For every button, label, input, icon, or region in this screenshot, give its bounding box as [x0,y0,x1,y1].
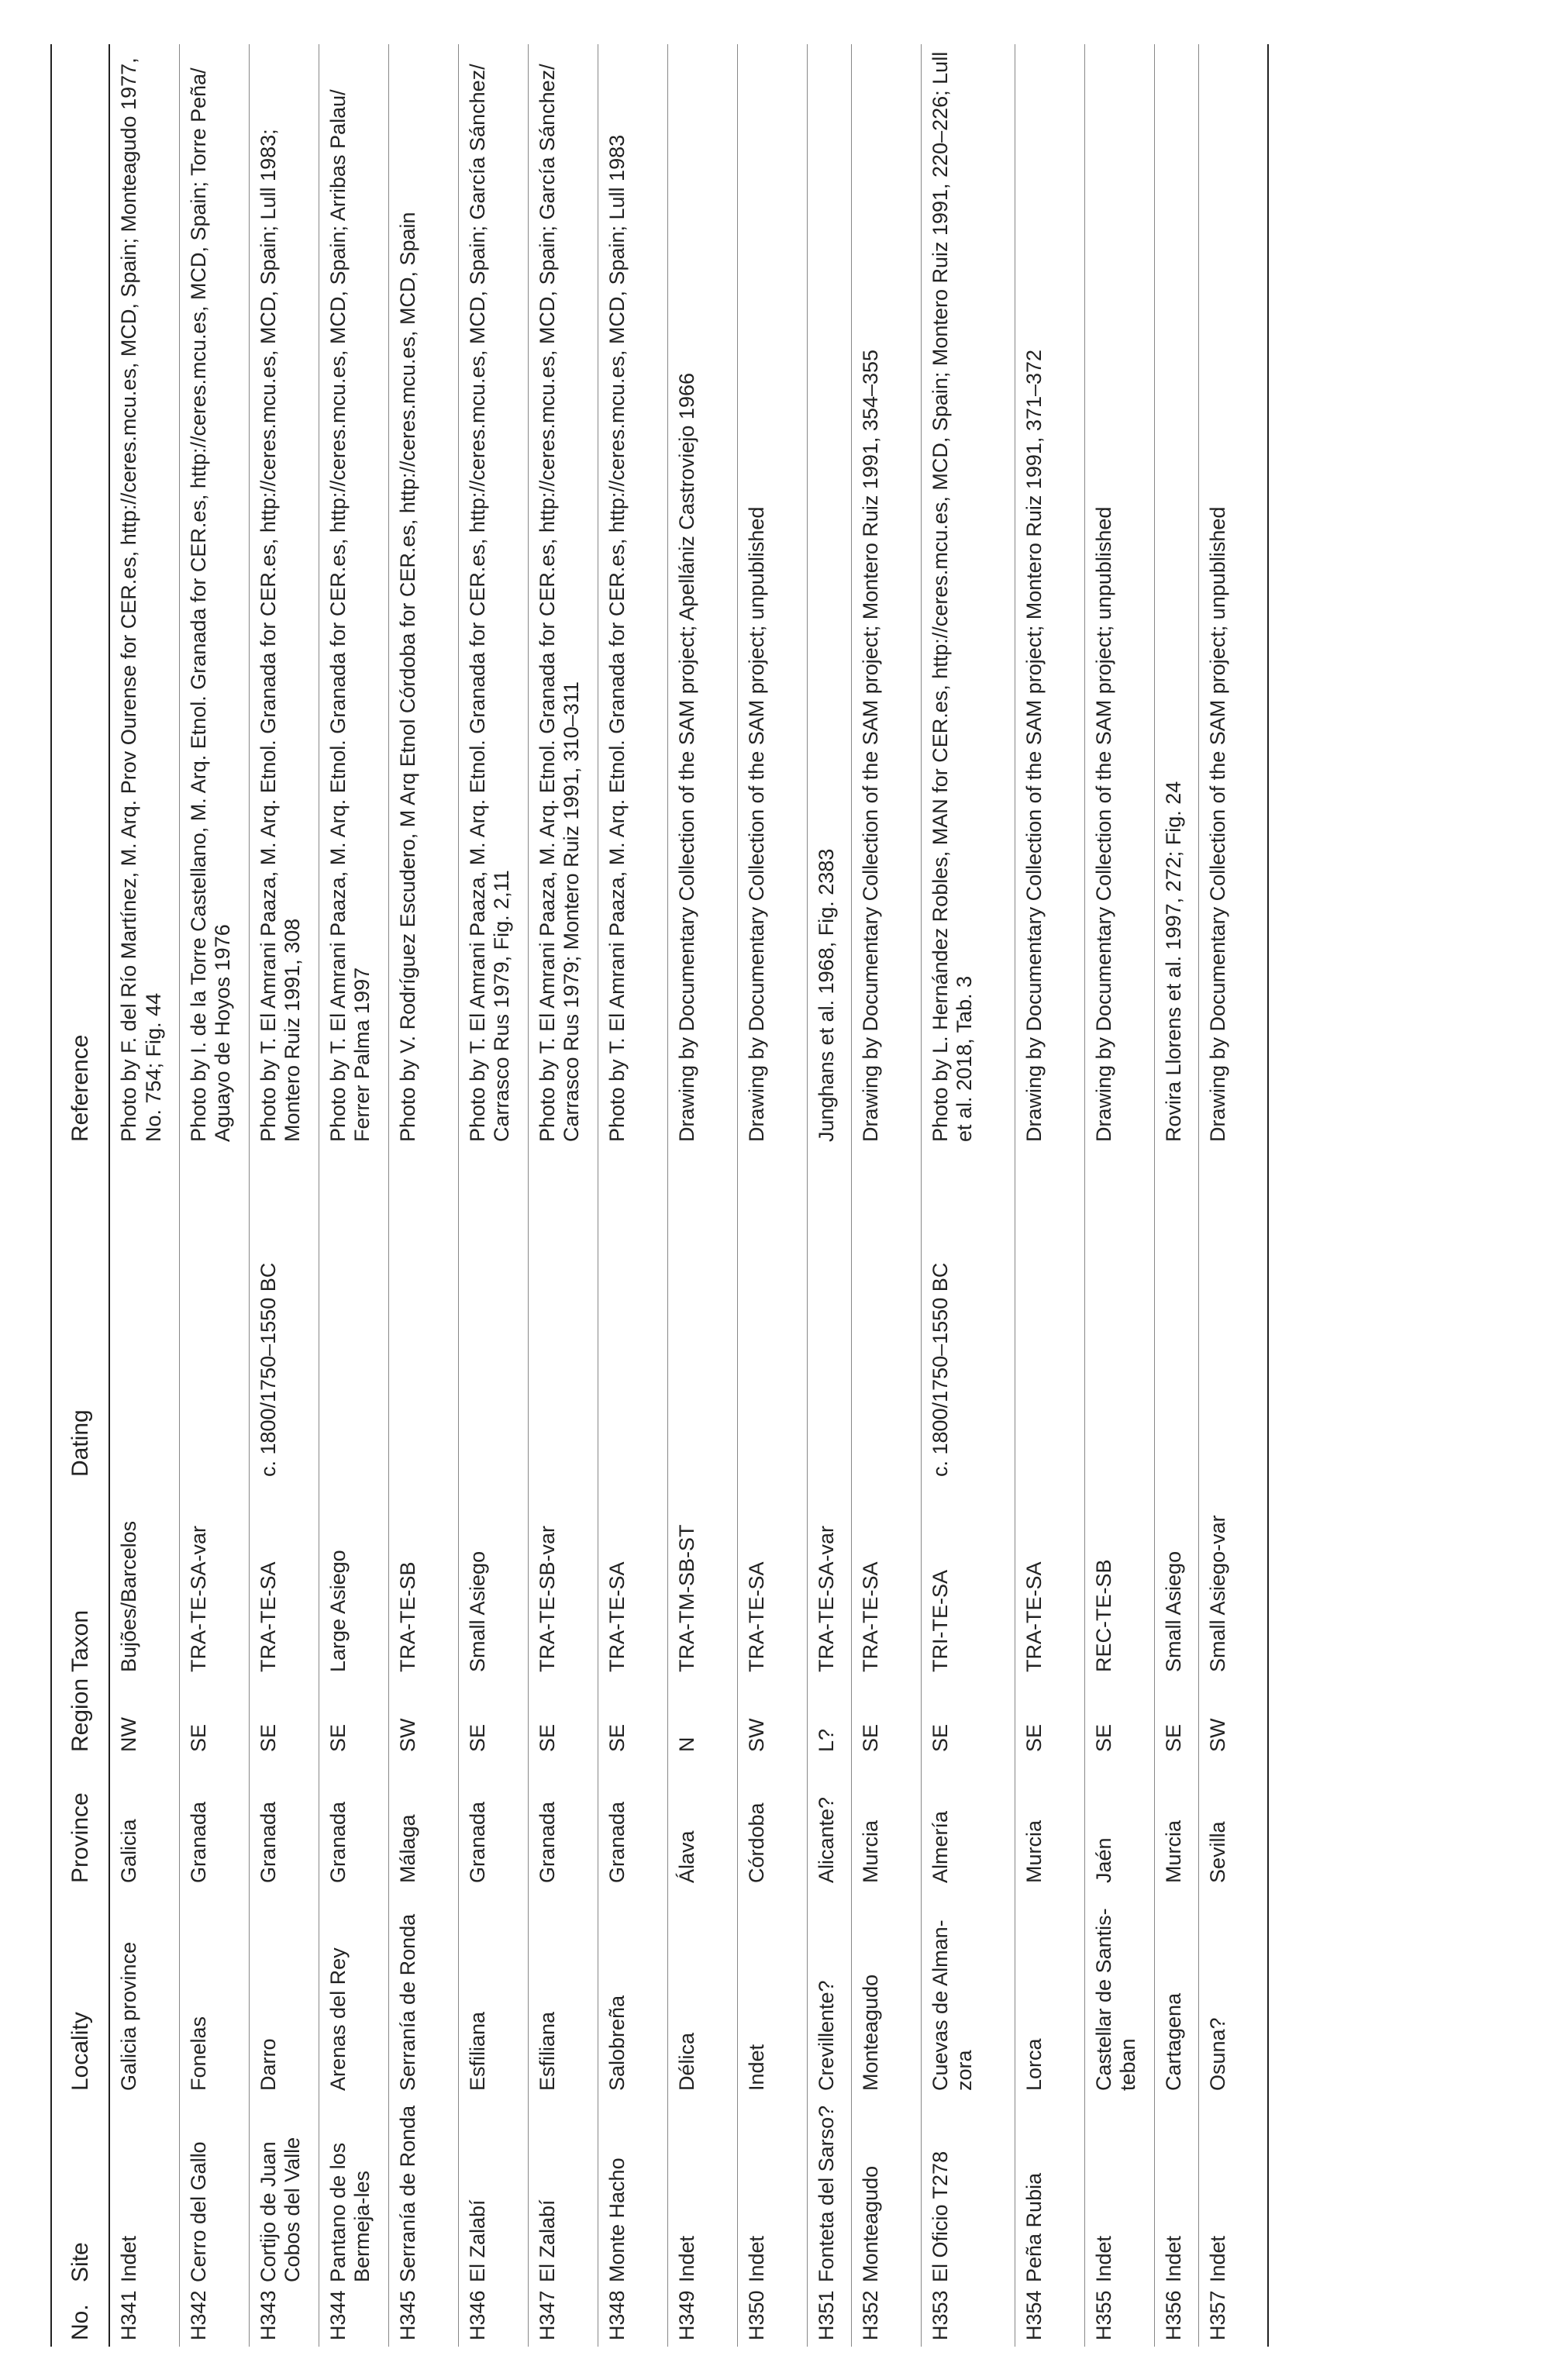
cell-province: Sevilla [1205,1821,1229,1883]
cell-dating: c. 1800/1750–1550 BC [256,1262,280,1477]
cell-region: SE [535,1723,559,1752]
cell-site: Indet [117,2235,140,2282]
cell-locality: Monteagudo [858,1974,882,2091]
cell-reference: Photo by T. El Amrani Paaza, M. Arq. Etnol. Granada for CER.es, http://ceres.mcu.es, MCD, Spain; Lull 1983; Montero Ruiz 1991, 308 [256,129,305,1142]
table-row [319,44,388,2347]
cell-no: H351 [814,2290,838,2340]
cell-no: H347 [535,2290,559,2340]
cell-province: Galicia [117,1819,140,1883]
cell-region: SE [465,1723,489,1752]
cell-site: Peña Rubia [1022,2172,1046,2282]
header-dating: Dating [67,1409,93,1477]
cell-locality: Lorca [1022,2038,1046,2091]
cell-dating [1154,1148,1198,1483]
cell-no: H353 [928,2290,952,2340]
table-row [598,44,667,2347]
cell-locality: Cuevas de Alman-zora [928,1919,977,2091]
cell-taxon: Small Asiego-var [1205,1515,1229,1672]
table-row [921,44,1015,2347]
table-row [109,44,179,2347]
cell-taxon: TRA-TE-SA [1022,1561,1046,1672]
cell-province: Murcia [1022,1819,1046,1883]
table-row [1084,44,1154,2347]
cell-reference: Rovira Llorens et al. 1997, 272; Fig. 24 [1161,781,1185,1142]
cell-reference: Photo by V. Rodríguez Escudero, M Arq Etnol Córdoba for CER.es, http://ceres.mcu.es, MCD, Spain [395,212,419,1142]
cell-site: El Zalabí [535,2199,559,2282]
cell-taxon: TRA-TM-SB-ST [674,1524,698,1672]
cell-region: SE [858,1723,882,1752]
cell-taxon: Large Asiego [326,1550,350,1672]
cell-locality: Castellar de Santis-teban [1091,1908,1140,2091]
cell-dating [1084,1148,1154,1483]
header-reference: Reference [67,1034,93,1142]
table-row [1154,44,1198,2347]
header-taxon: Taxon [67,1609,93,1672]
cell-province: Almería [928,1810,952,1883]
cell-dating [851,1148,921,1483]
table-row [249,44,319,2347]
cell-region: N [674,1737,698,1752]
table-row [388,44,458,2347]
table-row [179,44,249,2347]
cell-site: Indet [744,2235,768,2282]
cell-reference: Photo by L. Hernández Robles, MAN for CER.es, http://ceres.mcu.es, MCD, Spain; Montero Ruiz 1991, 220–226; Lull et al. 2018, Tab. 3 [928,51,977,1142]
cell-taxon: TRA-TE-SA-var [186,1526,210,1672]
cell-no: H356 [1161,2290,1185,2340]
cell-reference: Drawing by Documentary Collection of the SAM project; unpublished [744,506,768,1142]
cell-taxon: TRA-TE-SA [256,1561,280,1672]
cell-dating [1015,1148,1084,1483]
cell-province: Granada [326,1801,350,1883]
cell-reference: Junghans et al. 1968, Fig. 2383 [814,848,838,1142]
cell-no: H345 [395,2290,419,2340]
cell-no: H357 [1205,2290,1229,2340]
table-row [851,44,921,2347]
cell-reference: Photo by T. El Amrani Paaza, M. Arq. Etnol. Granada for CER.es, http://ceres.mcu.es, MCD, Spain; Arribas Palau/ Ferrer Palma 1997 [326,89,374,1142]
cell-site: Indet [674,2235,698,2282]
cell-reference: Drawing by Documentary Collection of the SAM project; unpublished [1205,506,1229,1142]
cell-region: SE [1161,1723,1185,1752]
cell-no: H346 [465,2290,489,2340]
table-row [458,44,528,2347]
cell-locality: Fonelas [186,2016,210,2091]
cell-region: SE [256,1723,280,1752]
cell-reference: Photo by F. del Río Martínez, M. Arq. Prov Ourense for CER.es, http://ceres.mcu.es, MCD, Spain; Monteagudo 1977, No. 754; Fig. 44 [117,57,165,1142]
header-province: Province [67,1792,93,1883]
cell-locality: Galicia province [117,1941,140,2091]
cell-dating [179,1148,249,1483]
cell-reference: Drawing by Documentary Collection of the SAM project; unpublished [1091,506,1115,1142]
cell-region: SE [186,1723,210,1752]
cell-reference: Photo by T. El Amrani Paaza, M. Arq. Etnol. Granada for CER.es, http://ceres.mcu.es, MCD, Spain; Lull 1983 [605,134,629,1142]
cell-province: Granada [535,1801,559,1883]
cell-province: Granada [465,1801,489,1883]
cell-region: SE [326,1723,350,1752]
cell-no: H354 [1022,2290,1046,2340]
cell-province: Granada [605,1801,629,1883]
cell-region: SE [1091,1723,1115,1752]
cell-site: Pantano de los Bermeja-les [326,2142,374,2282]
cell-no: H348 [605,2290,629,2340]
cell-reference: Photo by I. de la Torre Castellano, M. Arq. Etnol. Granada for CER.es, http://ceres.mcu.es, MCD, Spain; Torre Peña/ Aguayo de Hoyos 1976 [186,67,235,1142]
cell-taxon: Small Asiego [465,1550,489,1672]
cell-dating [109,1148,179,1483]
cell-dating: c. 1800/1750–1550 BC [928,1262,952,1477]
cell-no: H341 [117,2290,140,2340]
header-region: Region [67,1678,93,1752]
cell-province: Granada [256,1801,280,1883]
cell-province: Málaga [395,1814,419,1883]
cell-region: SE [605,1723,629,1752]
cell-reference: Photo by T. El Amrani Paaza, M. Arq. Etnol. Granada for CER.es, http://ceres.mcu.es, MCD, Spain; García Sánchez/ Carrasco Rus 1979, Fig. 2,11 [465,64,514,1142]
cell-taxon: TRA-TE-SB [395,1561,419,1672]
cell-locality: Esfiliana [535,2011,559,2091]
cell-taxon: TRA-TE-SA [744,1561,768,1672]
cell-region: SE [928,1723,952,1752]
cell-dating [388,1148,458,1483]
cell-site: Cerro del Gallo [186,2141,210,2282]
cell-taxon: TRI-TE-SA [928,1570,952,1672]
catalogue-table [50,44,1269,2347]
cell-province: Murcia [858,1819,882,1883]
cell-dating [807,1148,851,1483]
cell-province: Alicante? [814,1796,838,1883]
cell-taxon: TRA-TE-SB-var [535,1526,559,1672]
cell-reference: Drawing by Documentary Collection of the SAM project; Montero Ruiz 1991, 371–372 [1022,349,1046,1142]
cell-province: Granada [186,1801,210,1883]
cell-dating [598,1148,667,1483]
cell-reference: Drawing by Documentary Collection of the SAM project; Apellániz Castroviejo 1966 [674,373,698,1142]
cell-site: Cortijo de Juan Cobos del Valle [256,2137,305,2282]
table-header-row [51,44,109,2347]
cell-region: SW [395,1718,419,1752]
cell-taxon: Bujões/Barcelos [117,1520,140,1672]
cell-province: Álava [674,1830,698,1883]
header-site: Site [67,2242,93,2282]
table-row [528,44,598,2347]
cell-taxon: REC-TE-SB [1091,1559,1115,1672]
cell-locality: Crevillente? [814,1980,838,2091]
table-row [737,44,807,2347]
cell-locality: Esfiliana [465,2011,489,2091]
cell-province: Córdoba [744,1802,768,1883]
cell-province: Jaén [1091,1837,1115,1883]
table-row [1015,44,1084,2347]
cell-taxon: TRA-TE-SA [858,1561,882,1672]
table-row [1198,44,1268,2347]
cell-locality: Arenas del Rey [326,1947,350,2091]
cell-locality: Indet [744,2044,768,2091]
table-row [807,44,851,2347]
cell-site: Indet [1205,2235,1229,2282]
cell-locality: Serranía de Ronda [395,1913,419,2091]
cell-locality: Salobreña [605,1995,629,2091]
cell-no: H349 [674,2290,698,2340]
cell-site: Indet [1091,2235,1115,2282]
cell-locality: Délica [674,2032,698,2091]
cell-region: SE [1022,1723,1046,1752]
cell-no: H342 [186,2290,210,2340]
cell-taxon: TRA-TE-SA-var [814,1526,838,1672]
table-row [667,44,737,2347]
cell-taxon: TRA-TE-SA [605,1561,629,1672]
cell-dating [528,1148,598,1483]
cell-taxon: Small Asiego [1161,1550,1185,1672]
cell-site: El Oficio T278 [928,2151,952,2282]
cell-locality: Darro [256,2038,280,2091]
cell-no: H343 [256,2290,280,2340]
cell-locality: Cartagena [1161,1992,1185,2091]
cell-site: Fonteta del Sarso? [814,2105,838,2282]
header-no: No. [67,2304,93,2340]
header-locality: Locality [67,2012,93,2091]
cell-reference: Drawing by Documentary Collection of the SAM project; Montero Ruiz 1991, 354–355 [858,349,882,1142]
cell-dating [667,1148,737,1483]
cell-reference: Photo by T. El Amrani Paaza, M. Arq. Etnol. Granada for CER.es, http://ceres.mcu.es, MCD, Spain; García Sánchez/ Carrasco Rus 1979; Montero Ruiz 1991, 310–311 [535,64,584,1142]
cell-site: Monteagudo [858,2165,882,2282]
cell-no: H350 [744,2290,768,2340]
cell-region: SW [744,1718,768,1752]
cell-site: Indet [1161,2235,1185,2282]
cell-no: H344 [326,2290,350,2340]
cell-no: H352 [858,2290,882,2340]
cell-no: H355 [1091,2290,1115,2340]
cell-province: Murcia [1161,1819,1185,1883]
cell-site: Serranía de Ronda [395,2105,419,2282]
cell-site: Monte Hacho [605,2157,629,2282]
cell-region: NW [117,1717,140,1752]
cell-dating [319,1148,388,1483]
cell-dating [458,1148,528,1483]
cell-dating [737,1148,807,1483]
cell-dating [1198,1148,1268,1483]
cell-locality: Osuna? [1205,2017,1229,2091]
cell-region: L? [814,1728,838,1752]
cell-site: El Zalabí [465,2199,489,2282]
cell-region: SW [1205,1718,1229,1752]
